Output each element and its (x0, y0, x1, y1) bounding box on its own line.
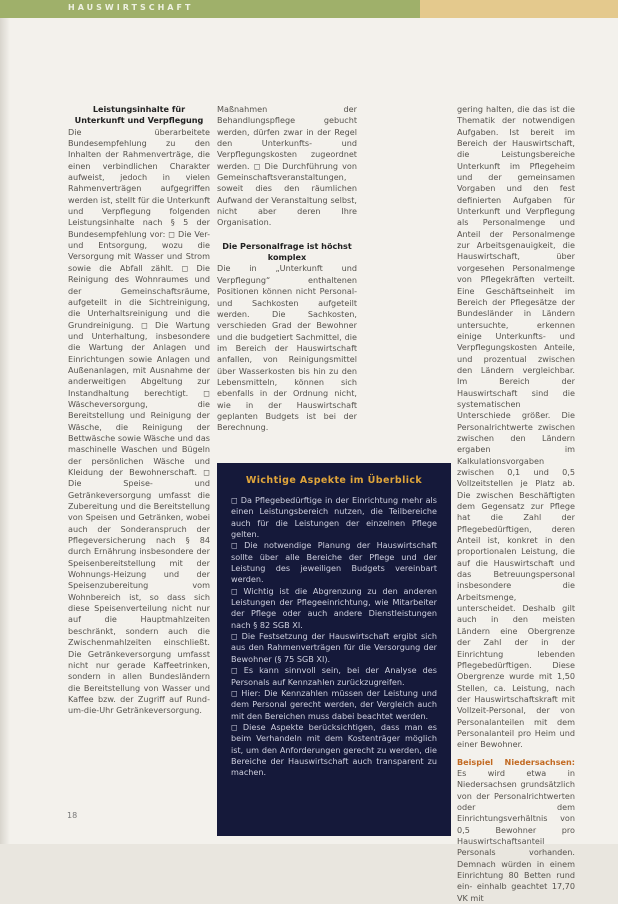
heading-leistungsinhalte: Leistungsinhalte für Unterkunft und Verpflegung (74, 104, 204, 126)
overview-bullet: ◻ Wichtig ist die Abgrenzung zu den anderen Leistungen der Pflegeeinrichtung, wie Mitarbeiter der Pflege oder auch andere Dienstleistungen nach § 82 SGB XI. (231, 585, 437, 630)
overview-box-title: Wichtige Aspekte im Überblick (245, 475, 423, 486)
overview-box (217, 463, 451, 836)
highlight-label: Beispiel Niedersachsen: (457, 756, 575, 767)
heading-personalfrage: Die Personalfrage ist höchst komplex (222, 240, 352, 263)
body-text-middle-bottom: Die in „Unterkunft und Verpflegung“ enthaltenen Positionen können nicht Personal- und Sachkosten aufgeteilt werden. Die Sachkosten, verschieden Grad der Bewohner und die budgetiert Sachmittel, die im Bereich der Hauswirtschaft anfallen, von Reinigungsmittel über Wasserkosten bis hin zu den Lebensmitteln, können sich ebenfalls in der Ordnung nicht, wie in der Hauswirtschaft geplanten Budgets ist bei der Berechnung. (217, 263, 357, 433)
column-left (68, 104, 210, 717)
page-number: 18 (67, 811, 78, 820)
column-middle (217, 104, 357, 434)
header-band (0, 0, 618, 18)
overview-bullet: ◻ Es kann sinnvoll sein, bei der Analyse des Personals auf Kennzahlen zurückzugreifen. (231, 665, 437, 687)
overview-bullet: ◻ Da Pflegebedürftige in der Einrichtung mehr als einen Leistungsbereich nutzen, die Teilbereiche auch für die Leistungen der einzelnen Pflege gelten. (231, 495, 437, 540)
section-label: HAUSWIRTSCHAFT (68, 3, 194, 12)
column-right (457, 104, 575, 904)
body-text-middle-top: Maßnahmen der Behandlungspflege gebucht werden, dürfen zwar in der Regel den Unterkunfts- und Verpflegungskosten zugeordnet werden. ◻ Die Durchführung von Gemeinschaftsveranstaltungen, soweit dies den räumlichen Aufwand der Veranstaltung selbst, nicht aber deren Ihre Organisation. (217, 104, 357, 228)
overview-bullet: ◻ Diese Aspekte berücksichtigen, dass man es beim Verhandeln mit dem Kostenträger möglich ist, um den Anforderungen gerecht zu werden, die Bereiche der Hauswirtschaft auch transparent zu machen. (231, 721, 437, 778)
header-accent-block (420, 0, 618, 18)
overview-bullet: ◻ Die Festsetzung der Hauswirtschaft ergibt sich aus den Rahmenverträgen für die Versorgung der Bewohner (§ 75 SGB XI). (231, 631, 437, 664)
overview-bullet: ◻ Die notwendige Planung der Hauswirtschaft sollte über alle Bereiche der Pflege und der Leistung des jeweiligen Budgets vereinbart werden. (231, 540, 437, 585)
body-text-right-bottom: Es wird etwa in Niedersachsen grundsätzlich von der Personalrichtwerten oder dem Einrichtungsverhältnis von 0,5 Bewohner pro Hauswirtschaftsanteil Personals vorhanden. Demnach würden in einem Einrichtung 80 Betten rund ein- einhalb geachtet 17,70 VK mit (457, 767, 575, 903)
overview-box-body (231, 495, 437, 779)
body-text-right-top: gering halten, die das ist die Thematik der notwendigen Aufgaben. Ist bereit im Bereich der Hauswirtschaft, die Leistungsbereiche Unterkunft im Pflegeheim und der gemeinsamen Vorgaben und den fest definierten Aufgaben für Unterkunft und Verpflegung als Personalmenge und Anteil der Personalmenge zur Arbeitsgenauigkeit, die Hauswirtschaft, über vorgesehen Personalmenge von Pflegekräften verteilt. Eine Geschäftseinheit im Bereich der Pflegesätze der Bundesländer in Ländern untersuchte, erkennen einige Unterkunfts- und Verpflegungskosten Anteile, und prozentual zwischen den Ländern vergleichbar. Im Bereich der Hauswirtschaft sind die systematischen Unterschiede größer. Die Personalrichtwerte zwischen zwischen den Ländern ergaben im Kalkulationsvorgaben zwischen 0,1 und 0,5 Vollzeitstellen je Platz ab. Die zwischen Beschäftigten dem Gegensatz zur Pflege hat die Zahl der Pflegebedürftigen, deren Anteil ist, konkret in den proportionalen Leistung, die auf die Hauswirtschaft und das Betreuungspersonal insbesondere die Arbeitsmenge, unterscheidet. Deshalb gilt auch in den meisten Ländern eine Obergrenze der Zahl der in der Einrichtung lebenden Pflegebedürftigen. Diese Obergrenze wurde mit 1,50 Stellen, ca. Leistung, nach der Hauswirtschaftskraft mit Vollzeit-Personal, der von Personalanteilen mit dem Personalanteil pro Heim und einer Bewohner. (457, 104, 575, 750)
binding-shadow (0, 18, 10, 844)
body-text-left: Die überarbeitete Bundesempfehlung zu den Inhalten der Rahmenverträge, die einen verbindlichen Charakter aufweist, jedoch in vielen Rahmenverträgen aufgegriffen werden ist, stellt für die Unterkunft und Verpflegung folgenden Leistungsinhalte nach § 5 der Bundesempfehlung vor: ◻ Die Ver- und Entsorgung, wozu die Versorgung mit Wasser und Strom sowie die Abfall zählt. ◻ Die Reinigung des Wohnraumes und der Gemeinschaftsräume, aufgeteilt in die Sichtreinigung, die Unterhaltsreinigung und die Grundreinigung. ◻ Die Wartung und Unterhaltung, insbesondere die Wartung der Anlagen und Einrichtungen sowie Anlagen und Außenanlagen, mit Ausnahme der anderweitigen Abgeltung zur Instandhaltung berechtigt. ◻ Wäscheversorgung, die Bereitstellung und Reinigung der Wäsche, die Reinigung der Bettwäsche sowie Wäsche und das maschinelle Waschen und Bügeln der persönlichen Wäsche und Kleidung der Bewohnerschaft. ◻ Die Speise- und Getränkeversorgung umfasst die Zubereitung und die Bereitstellung von Speisen und Getränken, wobei auch der Sonderanspruch der Pflegeversicherung nach § 84 durch Ernährung insbesondere der Speisenbereitstellung mit der Wohnungs-Heizung und der Speisenzubereitung vom Wohnbereich ist, so dass sich diese Speisenverteilung nicht nur auf die Hauptmahlzeiten beschränkt, sondern auch die Zwischenmahlzeiten einschließt. Die Getränkeversorgung umfasst nicht nur gerade Kaffeetrinken, sondern in allen Bundesländern die Bereitstellung von Wasser und Kaffee bzw. der Zugriff auf Rund-um-die-Uhr Getränkeversorgung. (68, 126, 210, 716)
overview-bullet: ◻ Hier: Die Kennzahlen müssen der Leistung und dem Personal gerecht werden, der Vergleich auch mit den Bereichen muss dabei beachtet werden. (231, 687, 437, 721)
